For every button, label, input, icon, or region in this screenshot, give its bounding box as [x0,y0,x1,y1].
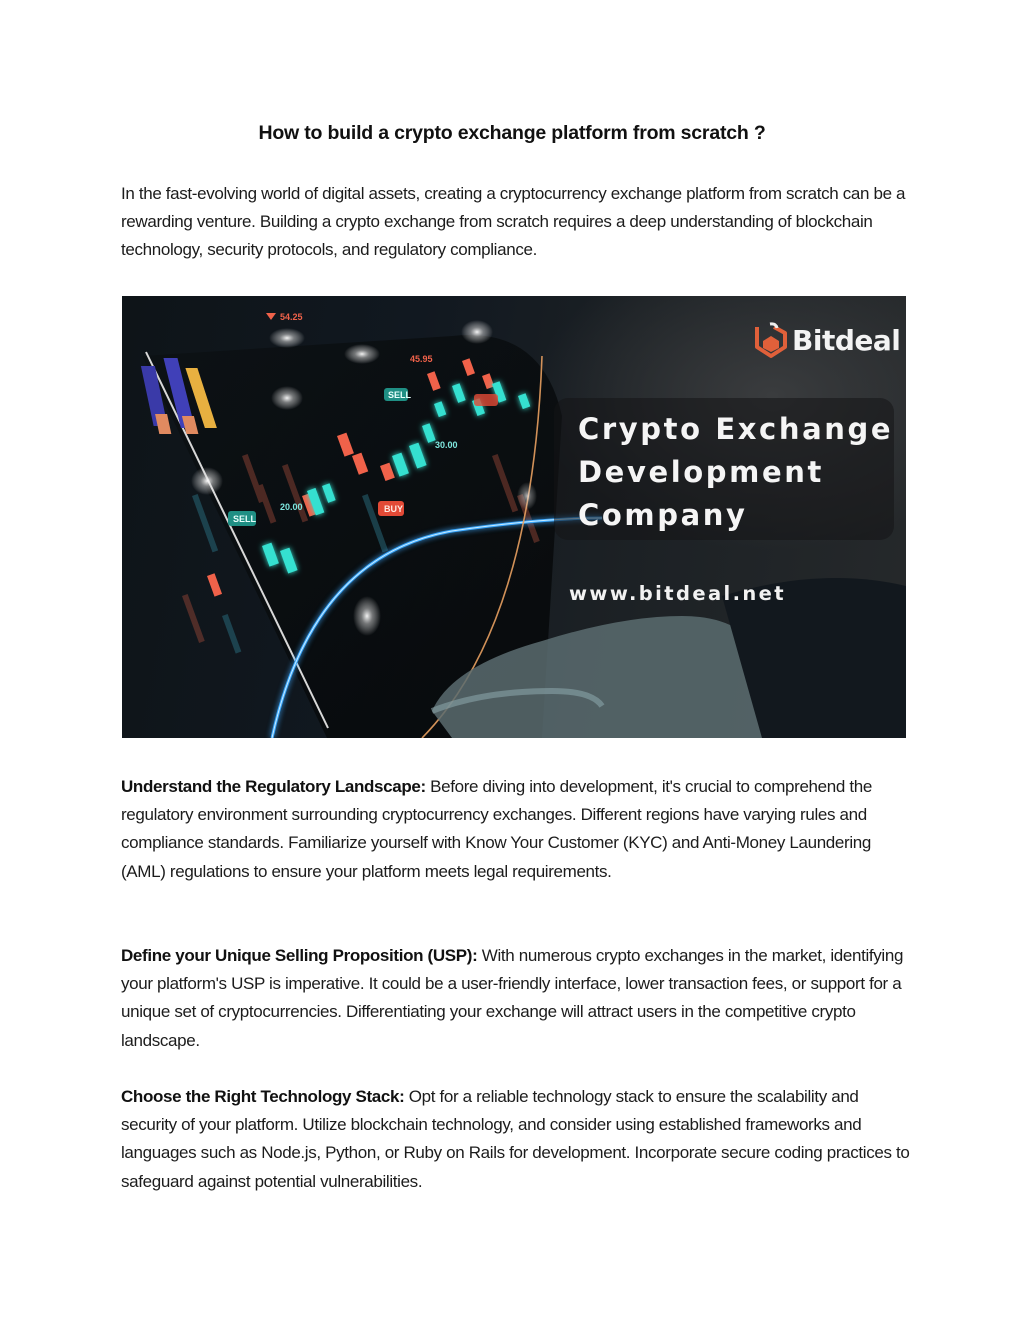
svg-text:SELL: SELL [388,390,412,400]
banner-headline [578,408,893,537]
section-heading: Choose the Right Technology Stack: [121,1087,405,1106]
section-usp [121,942,911,1055]
section-body: Before diving into development, it's crucial to comprehend the regulatory environment surrounding cryptocurrency exchanges. Different regions have varying rules and compliance standards. Familiarize yourself with Know Your Customer (KYC) and Anti-Money Laundering (AML) regulations to ensure your platform meets legal requirements. [121,777,872,881]
headline-line: Development [578,455,824,489]
banner-image [122,296,906,738]
svg-text:30.00: 30.00 [435,440,458,450]
section-regulatory [121,773,911,886]
headline-line: Company [578,498,748,532]
section-heading: Understand the Regulatory Landscape: [121,777,426,796]
section-body: Opt for a reliable technology stack to ensure the scalability and security of your platform. Utilize blockchain technology, and consider using established frameworks and languages such as Node.js, Python, or Ruby on Rails for development. Incorporate secure coding practices to safeguard against potential vulnerabilities. [121,1087,910,1191]
section-tech-stack [121,1083,911,1196]
svg-text:45.95: 45.95 [410,354,433,364]
bitdeal-hexagon-logo-icon [754,321,788,359]
brand-name: Bitdeal [792,323,901,357]
intro-paragraph: In the fast-evolving world of digital assets, creating a cryptocurrency exchange platform from scratch can be a rewarding venture. Building a crypto exchange from scratch requires a deep understanding of blockchain technology, security protocols, and regulatory compliance. [121,184,906,260]
bitdeal-logo [754,320,900,360]
section-heading: Define your Unique Selling Proposition (USP): [121,946,478,965]
banner-url: www.bitdeal.net [569,582,787,605]
svg-text:54.25: 54.25 [280,312,303,322]
svg-text:20.00: 20.00 [280,502,303,512]
svg-text:BUY: BUY [384,504,404,514]
headline-line: Crypto Exchange [578,412,894,446]
page-title: How to build a crypto exchange platform from scratch ? [258,122,766,144]
svg-text:SELL: SELL [233,514,257,524]
section-body: With numerous crypto exchanges in the market, identifying your platform's USP is imperative. It could be a user-friendly interface, lower transaction fees, or support for a unique set of cryptocurrencies. Differentiating your exchange will attract users in the competitive crypto landscape. [121,946,904,1050]
